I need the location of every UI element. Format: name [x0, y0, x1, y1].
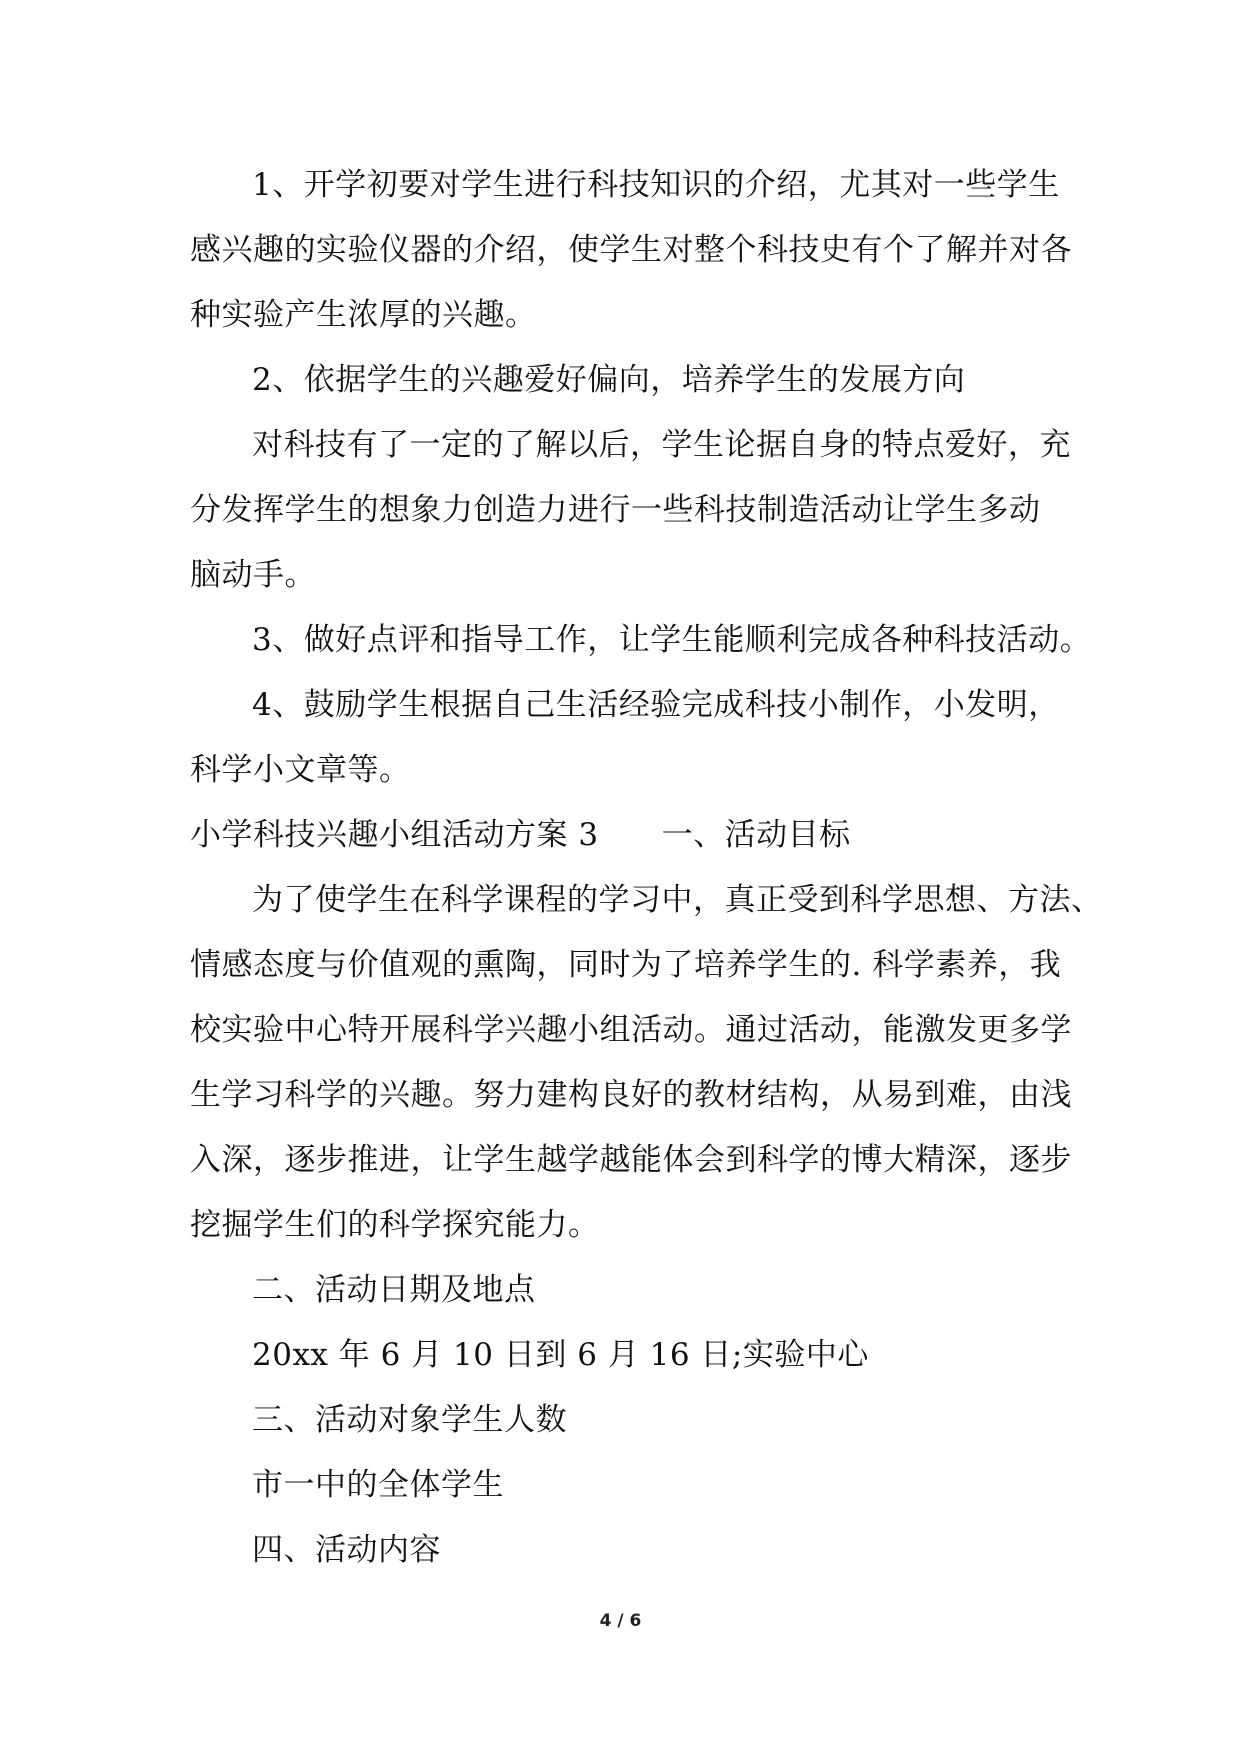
- section-heading: 四、活动内容: [252, 1532, 441, 1568]
- paragraph-line: 1、开学初要对学生进行科技知识的介绍，尤其对一些学生: [252, 167, 1060, 203]
- paragraph-line: 分发挥学生的想象力创造力进行一些科技制造活动让学生多动: [190, 492, 1041, 528]
- paragraph-line: 入深，逐步推进，让学生越学越能体会到科学的博大精深，逐步: [190, 1142, 1072, 1178]
- paragraph-line: 生学习科学的兴趣。努力建构良好的教材结构，从易到难，由浅: [190, 1077, 1072, 1113]
- page-number: 4 / 6: [599, 1611, 642, 1631]
- paragraph-line: 感兴趣的实验仪器的介绍，使学生对整个科技史有个了解并对各: [190, 232, 1072, 268]
- section-heading: 二、活动日期及地点: [252, 1272, 536, 1308]
- paragraph-line: 情感态度与价值观的熏陶，同时为了培养学生的. 科学素养，我: [190, 947, 1062, 983]
- paragraph-line: 市一中的全体学生: [252, 1467, 504, 1503]
- section-heading: 三、活动对象学生人数: [252, 1402, 567, 1438]
- paragraph-line: 脑动手。: [190, 557, 316, 593]
- paragraph-line: 校实验中心特开展科学兴趣小组活动。通过活动，能激发更多学: [190, 1012, 1072, 1048]
- section-title: 小学科技兴趣小组活动方案 3 一、活动目标: [190, 817, 851, 853]
- paragraph-line: 4、鼓励学生根据自己生活经验完成科技小制作，小发明，: [252, 687, 1060, 723]
- paragraph-line: 2、依据学生的兴趣爱好偏向，培养学生的发展方向: [252, 362, 966, 398]
- paragraph-line: 挖掘学生们的科学探究能力。: [190, 1207, 600, 1243]
- paragraph-line: 对科技有了一定的了解以后，学生论据自身的特点爱好，充: [252, 427, 1071, 463]
- paragraph-line: 20xx 年 6 月 10 日到 6 月 16 日;实验中心: [252, 1337, 869, 1373]
- paragraph-line: 3、做好点评和指导工作，让学生能顺利完成各种科技活动。: [252, 622, 1092, 658]
- paragraph-line: 科学小文章等。: [190, 752, 411, 788]
- paragraph-line: 种实验产生浓厚的兴趣。: [190, 297, 537, 333]
- paragraph-line: 为了使学生在科学课程的学习中，真正受到科学思想、方法、: [252, 882, 1103, 918]
